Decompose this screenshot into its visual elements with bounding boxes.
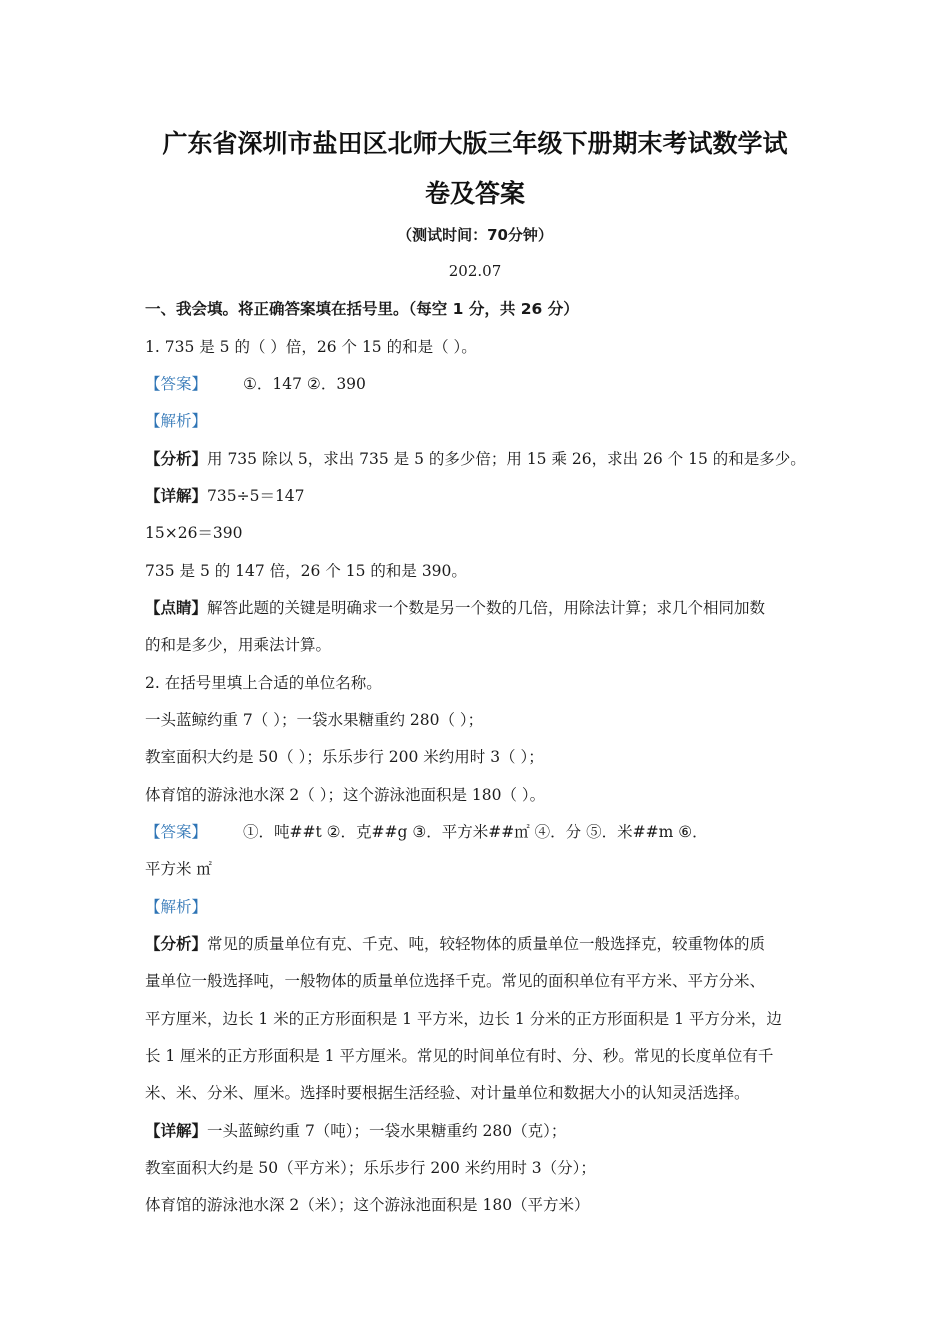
q2-detail-line3: 体育馆的游泳池水深 2（米）；这个游泳池面积是 180（平方米） — [145, 1196, 590, 1214]
q2-fenxi-line5: 米、米、分米、厘米。选择时要根据生活经验、对计量单位和数据大小的认知灵活选择。 — [145, 1084, 750, 1102]
q1-question: 1. 735 是 5 的（ ）倍，26 个 15 的和是（ ）。 — [145, 338, 477, 356]
q1-analysis-tag: 【解析】 — [145, 412, 208, 430]
answer-tag: 【答案】 — [145, 375, 208, 393]
detail-tag: 【详解】 — [145, 1122, 208, 1140]
answer-text: ①．147 ②．390 — [243, 375, 366, 393]
q2-fenxi-line4: 长 1 厘米的正方形面积是 1 平方厘米。常见的时间单位有时、分、秒。常见的长度单位有千 — [145, 1047, 774, 1065]
detail-text: 735÷5＝147 — [207, 487, 305, 505]
q1-detail-line2: 15×26＝390 — [145, 524, 243, 542]
answer-text: ①．吨##t ②．克##g ③．平方米##㎡ ④．分 ⑤．米##m ⑥． — [243, 823, 708, 841]
q2-line1: 一头蓝鲸约重 7（ ）；一袋水果糖重约 280（ ）； — [145, 711, 484, 729]
q1-answer — [145, 374, 366, 394]
q2-answer-line2: 平方米 ㎡ — [145, 860, 212, 878]
section-heading: 一、我会填。将正确答案填在括号里。（每空 1 分，共 26 分） — [145, 300, 579, 318]
doc-title-line2: 卷及答案 — [424, 179, 525, 208]
q2-fenxi — [145, 934, 765, 954]
q2-fenxi-line2: 量单位一般选择吨，一般物体的质量单位选择千克。常见的面积单位有平方米、平方分米、 — [145, 972, 766, 990]
fenxi-tag: 【分析】 — [145, 935, 208, 953]
q1-detail — [145, 486, 305, 506]
fenxi-text: 用 735 除以 5，求出 735 是 5 的多少倍；用 15 乘 26，求出 26 个 15 的和是多少。 — [207, 450, 806, 468]
q1-dianjing-line2: 的和是多少，用乘法计算。 — [145, 636, 332, 654]
doc-title-line1: 广东省深圳市盐田区北师大版三年级下册期末考试数学试 — [162, 129, 788, 158]
detail-text: 一头蓝鲸约重 7（吨）；一袋水果糖重约 280（克）； — [207, 1122, 567, 1140]
doc-subtitle: （测试时间：70分钟） — [397, 226, 553, 244]
q2-analysis-tag: 【解析】 — [145, 898, 208, 916]
answer-tag: 【答案】 — [145, 823, 208, 841]
q2-detail-line2: 教室面积大约是 50（平方米）；乐乐步行 200 米约用时 3（分）； — [145, 1159, 596, 1177]
dianjing-tag: 【点睛】 — [145, 599, 208, 617]
q2-line3: 体育馆的游泳池水深 2（ ）；这个游泳池面积是 180（ ）。 — [145, 786, 546, 804]
q2-question: 2. 在括号里填上合适的单位名称。 — [145, 674, 382, 692]
detail-tag: 【详解】 — [145, 487, 208, 505]
q1-detail-line3: 735 是 5 的 147 倍，26 个 15 的和是 390。 — [145, 562, 467, 580]
q1-fenxi — [145, 449, 806, 469]
dianjing-text: 解答此题的关键是明确求一个数是另一个数的几倍，用除法计算；求几个相同加数 — [207, 599, 766, 617]
q2-line2: 教室面积大约是 50（ ）；乐乐步行 200 米约用时 3（ ）； — [145, 748, 544, 766]
q2-fenxi-line3: 平方厘米，边长 1 米的正方形面积是 1 平方米，边长 1 分米的正方形面积是 1 平方分米，边 — [145, 1010, 782, 1028]
fenxi-text: 常见的质量单位有克、千克、吨，较轻物体的质量单位一般选择克，较重物体的质 — [207, 935, 766, 953]
q1-dianjing — [145, 598, 765, 618]
fenxi-tag: 【分析】 — [145, 450, 208, 468]
q2-detail — [145, 1121, 566, 1141]
doc-date: 202.07 — [448, 262, 502, 280]
q2-answer — [145, 822, 708, 842]
